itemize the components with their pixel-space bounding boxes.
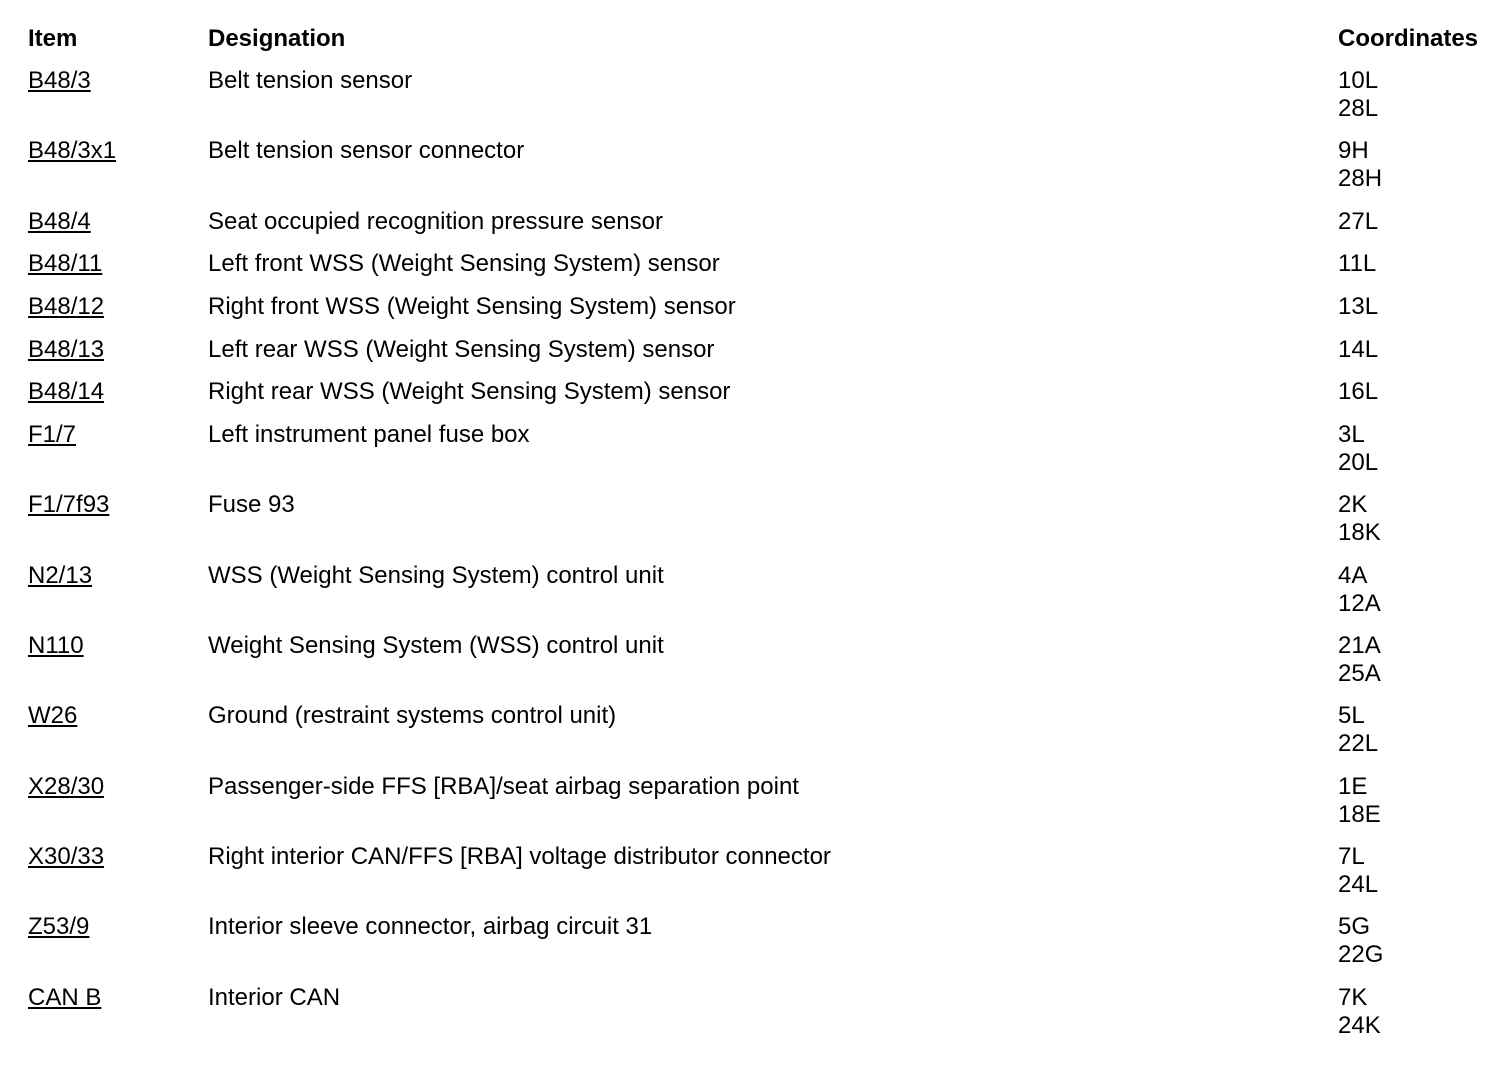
table-row xyxy=(28,562,1498,632)
coordinates-cell xyxy=(1338,293,1378,321)
table-row xyxy=(28,702,1498,772)
coordinate-value: 16L xyxy=(1338,378,1379,406)
table-header xyxy=(28,25,1498,67)
coordinate-value: 10L xyxy=(1338,67,1379,94)
table-row xyxy=(28,421,1498,491)
item-link[interactable]: B48/3 xyxy=(28,67,91,94)
coordinates-cell xyxy=(1338,208,1378,236)
designation-text: Left rear WSS (Weight Sensing System) sensor xyxy=(208,335,715,363)
coordinate-value: 20L xyxy=(1338,448,1379,476)
table-row xyxy=(28,984,1498,1054)
item-link[interactable]: B48/4 xyxy=(28,207,91,235)
coordinates-cell xyxy=(1338,562,1381,618)
designation-text: Seat occupied recognition pressure sensor xyxy=(208,207,663,235)
coordinate-value: 24K xyxy=(1338,1011,1381,1039)
item-link[interactable]: B48/11 xyxy=(28,250,103,278)
item-link[interactable]: N2/13 xyxy=(28,561,93,589)
item-link[interactable]: N110 xyxy=(28,631,84,659)
coordinates-cell xyxy=(1338,491,1381,547)
table-row xyxy=(28,208,1498,251)
designation-text: Belt tension sensor xyxy=(208,67,413,94)
coordinates-cell xyxy=(1338,421,1378,477)
coordinate-value: 4A xyxy=(1338,561,1368,589)
table-row xyxy=(28,632,1498,702)
coordinate-value: 2K xyxy=(1338,491,1368,519)
coordinate-value: 18E xyxy=(1338,800,1381,828)
coordinate-value: 22G xyxy=(1338,941,1384,969)
coordinate-value: 14L xyxy=(1338,335,1379,363)
coordinates-cell xyxy=(1338,137,1382,193)
coordinate-value: 24L xyxy=(1338,871,1379,899)
designation-text: Interior CAN xyxy=(208,983,341,1011)
coordinates-cell xyxy=(1338,773,1381,829)
table-row xyxy=(28,137,1498,207)
header-item: Item xyxy=(28,25,78,52)
coordinates-cell xyxy=(1338,984,1381,1040)
table-row xyxy=(28,250,1498,293)
table-row xyxy=(28,913,1498,983)
coordinates-cell xyxy=(1338,843,1378,899)
item-link[interactable]: B48/12 xyxy=(28,292,105,320)
item-link[interactable]: Z53/9 xyxy=(28,913,90,941)
component-legend-table xyxy=(28,25,1498,1054)
coordinates-cell xyxy=(1338,67,1378,123)
coordinate-value: 12A xyxy=(1338,589,1381,617)
coordinate-value: 9H xyxy=(1338,137,1369,165)
table-row xyxy=(28,336,1498,379)
designation-text: Right interior CAN/FFS [RBA] voltage distributor connector xyxy=(208,843,831,871)
item-link[interactable]: B48/13 xyxy=(28,335,105,363)
designation-text: Belt tension sensor connector xyxy=(208,137,525,165)
coordinates-cell xyxy=(1338,378,1378,406)
coordinate-value: 5G xyxy=(1338,913,1371,941)
designation-text: Fuse 93 xyxy=(208,491,295,519)
coordinate-value: 18K xyxy=(1338,519,1381,547)
designation-text: Interior sleeve connector, airbag circuit 31 xyxy=(208,913,653,941)
coordinate-value: 28H xyxy=(1338,165,1383,193)
coordinate-value: 3L xyxy=(1338,420,1365,448)
table-row xyxy=(28,293,1498,336)
coordinate-value: 11L xyxy=(1338,250,1377,278)
designation-text: WSS (Weight Sensing System) control unit xyxy=(208,561,664,589)
coordinate-value: 27L xyxy=(1338,207,1379,235)
table-row xyxy=(28,491,1498,561)
coordinate-value: 5L xyxy=(1338,702,1365,730)
designation-text: Ground (restraint systems control unit) xyxy=(208,702,617,730)
coordinates-cell xyxy=(1338,632,1381,688)
header-coordinates: Coordinates xyxy=(1338,25,1479,52)
item-link[interactable]: F1/7f93 xyxy=(28,491,110,519)
item-link[interactable]: CAN B xyxy=(28,983,102,1011)
coordinate-value: 25A xyxy=(1338,659,1381,687)
table-body xyxy=(28,67,1498,1054)
coordinates-cell xyxy=(1338,913,1383,969)
designation-text: Passenger-side FFS [RBA]/seat airbag separation point xyxy=(208,772,799,800)
table-row xyxy=(28,773,1498,843)
designation-text: Weight Sensing System (WSS) control unit xyxy=(208,631,664,659)
coordinate-value: 22L xyxy=(1338,730,1379,758)
table-row xyxy=(28,67,1498,137)
coordinates-cell xyxy=(1338,702,1378,758)
coordinates-cell xyxy=(1338,336,1378,364)
item-link[interactable]: F1/7 xyxy=(28,420,77,448)
coordinate-value: 28L xyxy=(1338,95,1379,122)
designation-text: Left instrument panel fuse box xyxy=(208,420,530,448)
header-designation: Designation xyxy=(208,25,346,52)
coordinate-value: 1E xyxy=(1338,772,1368,800)
item-link[interactable]: X30/33 xyxy=(28,843,105,871)
item-link[interactable]: W26 xyxy=(28,702,78,730)
designation-text: Right front WSS (Weight Sensing System) sensor xyxy=(208,292,736,320)
item-link[interactable]: B48/14 xyxy=(28,378,105,406)
item-link[interactable]: X28/30 xyxy=(28,772,105,800)
item-link[interactable]: B48/3x1 xyxy=(28,137,117,165)
coordinate-value: 7K xyxy=(1338,983,1368,1011)
coordinate-value: 21A xyxy=(1338,631,1381,659)
designation-text: Left front WSS (Weight Sensing System) sensor xyxy=(208,250,720,278)
table-row xyxy=(28,378,1498,421)
coordinate-value: 13L xyxy=(1338,292,1379,320)
coordinate-value: 7L xyxy=(1338,843,1365,871)
coordinates-cell xyxy=(1338,250,1376,278)
table-row xyxy=(28,843,1498,913)
designation-text: Right rear WSS (Weight Sensing System) sensor xyxy=(208,378,731,406)
